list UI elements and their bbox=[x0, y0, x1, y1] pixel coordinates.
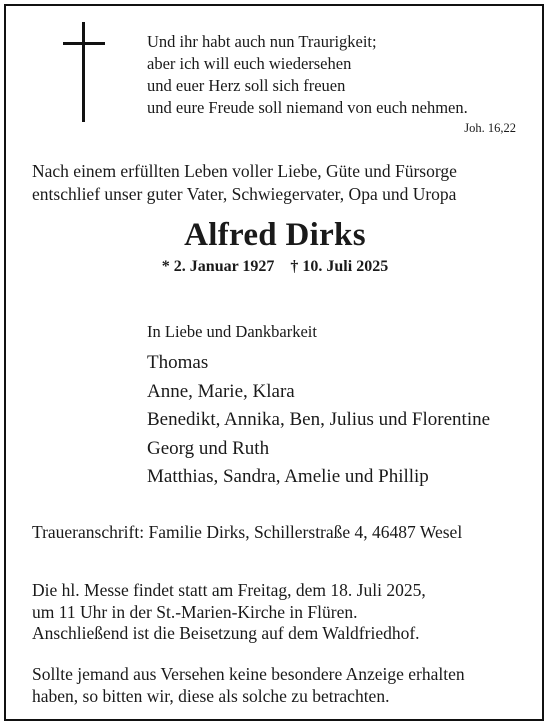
cross-vertical-bar bbox=[82, 22, 85, 122]
verse-line: Und ihr habt auch nun Traurigkeit; bbox=[147, 32, 377, 51]
closing-note bbox=[32, 664, 465, 707]
cross-horizontal-bar bbox=[63, 42, 105, 45]
mass-line: Anschließend ist die Beisetzung auf dem Waldfriedhof. bbox=[32, 623, 420, 643]
verse-line: aber ich will euch wiedersehen bbox=[147, 54, 352, 73]
mourner-entry: Thomas bbox=[147, 352, 209, 373]
deceased-name: Alfred Dirks bbox=[184, 217, 366, 253]
mass-info bbox=[32, 580, 426, 645]
intro-line: entschlief unser guter Vater, Schwiegervater, Opa und Uropa bbox=[32, 184, 457, 204]
mourner-entry: Benedikt, Annika, Ben, Julius und Florentine bbox=[147, 409, 491, 430]
verse-line: und euer Herz soll sich freuen bbox=[147, 76, 346, 95]
life-dates bbox=[0, 258, 550, 276]
mourning-address: Traueranschrift: Familie Dirks, Schillerstraße 4, 46487 Wesel bbox=[32, 522, 463, 542]
mourners-heading: In Liebe und Dankbarkeit bbox=[147, 322, 317, 341]
closing-line: Sollte jemand aus Versehen keine besondere Anzeige erhalten bbox=[32, 664, 465, 684]
mourner-entry: Georg und Ruth bbox=[147, 437, 270, 459]
mass-line: Die hl. Messe findet statt am Freitag, dem 18. Juli 2025, bbox=[32, 580, 426, 600]
verse-reference: Joh. 16,22 bbox=[464, 121, 516, 135]
mass-line: um 11 Uhr in der St.-Marien-Kirche in Flüren. bbox=[32, 601, 358, 622]
intro-line: Nach einem erfüllten Leben voller Liebe, Güte und Fürsorge bbox=[32, 161, 457, 181]
closing-line: haben, so bitten wir, diese als solche zu betrachten. bbox=[32, 685, 390, 706]
cross-icon bbox=[63, 22, 105, 122]
mourner-entry: Anne, Marie, Klara bbox=[147, 380, 295, 402]
birth-date: * 2. Januar 1927 bbox=[161, 258, 275, 275]
intro-text bbox=[32, 160, 457, 206]
bible-verse bbox=[147, 31, 468, 119]
verse-line: und eure Freude soll niemand von euch nehmen. bbox=[147, 98, 468, 117]
mourner-entry: Matthias, Sandra, Amelie und Phillip bbox=[147, 466, 429, 487]
death-date: † 10. Juli 2025 bbox=[290, 258, 389, 275]
mourners-list bbox=[147, 349, 490, 492]
